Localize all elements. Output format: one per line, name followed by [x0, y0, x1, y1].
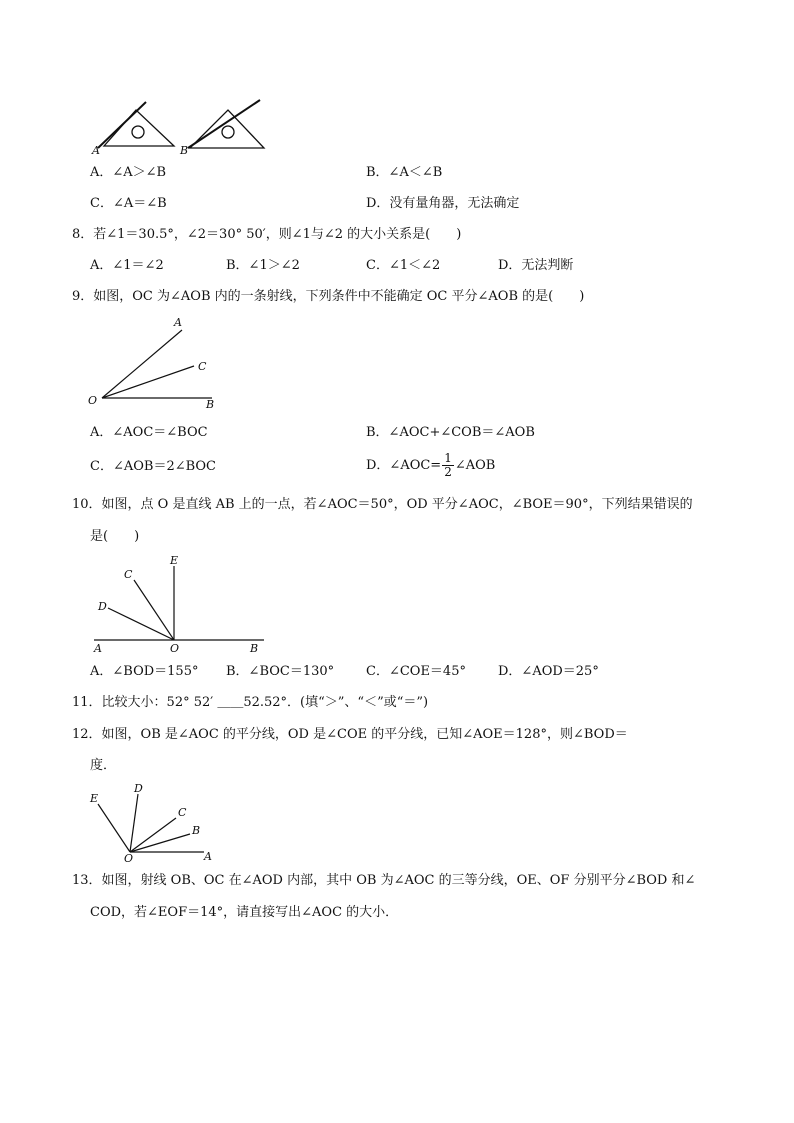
q10-option-c: C．∠COE＝45°: [366, 664, 466, 679]
q7-option-c: C．∠A＝∠B: [90, 196, 167, 211]
point-label-d: D: [98, 600, 107, 613]
point-label-b: B: [192, 824, 201, 837]
q10-option-b: B．∠BOC＝130°: [226, 664, 335, 679]
point-label-b: B: [250, 642, 259, 655]
ray-od: [108, 608, 174, 640]
q12-stem-line1: 12．如图，OB 是∠AOC 的平分线，OD 是∠COE 的平分线，已知∠AOE＝128°，则∠BOD＝: [72, 727, 628, 742]
q9-option-a: A．∠AOC＝∠BOC: [90, 425, 208, 440]
point-label-a: A: [204, 850, 212, 863]
q8-option-d: D．无法判断: [498, 258, 574, 273]
q9-option-b: B．∠AOC+∠COB＝∠AOB: [366, 425, 535, 440]
q9-stem: 9．如图，OC 为∠AOB 内的一条射线，下列条件中不能确定 OC 平分∠AOB 的是( ): [72, 289, 585, 304]
point-label-o: O: [124, 852, 134, 864]
q8-option-b: B．∠1＞∠2: [226, 258, 300, 273]
fraction-denominator: 2: [444, 465, 452, 479]
q9-option-d: [366, 450, 495, 482]
point-label-b: B: [206, 398, 215, 411]
q10-angle-figure: [88, 552, 268, 656]
set-square-label-a: A: [92, 144, 100, 157]
set-squares-figure: [88, 96, 278, 158]
point-label-a: A: [174, 316, 182, 329]
fraction-numerator: 1: [444, 451, 452, 465]
q9-option-d-suffix: ∠AOB: [454, 458, 496, 473]
fraction-one-half: [442, 452, 454, 479]
q13-stem-line1: 13．如图，射线 OB、OC 在∠AOD 内部，其中 OB 为∠AOC 的三等分线，OE、OF 分别平分∠BOD 和∠: [72, 873, 696, 888]
point-label-o: O: [88, 394, 98, 407]
q10-option-a: A．∠BOD＝155°: [90, 664, 199, 679]
ray-oe: [98, 804, 130, 852]
q9-option-d-prefix: D．∠AOC=: [366, 458, 442, 473]
q8-option-c: C．∠1＜∠2: [366, 258, 441, 273]
q12-stem-line2: 度．: [90, 758, 117, 773]
ray-od: [130, 794, 138, 852]
q7-option-d: D．没有量角器，无法确定: [366, 196, 520, 211]
point-label-c: C: [198, 360, 207, 373]
point-label-c: C: [178, 806, 187, 819]
q11-stem: 11．比较大小：52° 52′ ＿＿52.52°．(填“＞”、“＜”或“＝”): [72, 695, 429, 710]
q8-option-a: A．∠1＝∠2: [90, 258, 164, 273]
ray-oc: [130, 818, 176, 852]
ray-oa: [102, 330, 182, 398]
q10-stem-line1: 10．如图，点 O 是直线 AB 上的一点，若∠AOC＝50°，OD 平分∠AOC，∠BOE＝90°，下列结果错误的: [72, 497, 693, 512]
q13-stem-line2: COD，若∠EOF＝14°，请直接写出∠AOC 的大小．: [90, 905, 399, 920]
point-label-d: D: [134, 782, 143, 795]
point-label-c: C: [124, 568, 133, 581]
q8-stem: 8．若∠1＝30.5°，∠2＝30° 50′，则∠1与∠2 的大小关系是( ): [72, 227, 462, 242]
q7-option-a: A．∠A＞∠B: [90, 165, 167, 180]
q10-option-d: D．∠AOD＝25°: [498, 664, 599, 679]
q10-stem-line2: 是( ): [90, 529, 140, 544]
ray-ob: [130, 834, 190, 852]
q7-option-b: B．∠A＜∠B: [366, 165, 443, 180]
q12-angle-figure: [86, 780, 226, 864]
q9-angle-figure: [86, 314, 226, 414]
ray-oc: [102, 366, 194, 398]
set-square-b: [188, 100, 264, 148]
ray-oc: [134, 580, 174, 640]
point-label-a: A: [94, 642, 102, 655]
point-label-e: E: [170, 554, 179, 567]
point-label-o: O: [170, 642, 180, 655]
point-label-e: E: [90, 792, 99, 805]
set-square-label-b: B: [180, 144, 189, 157]
q9-option-c: C．∠AOB＝2∠BOC: [90, 459, 217, 474]
set-square-a: [98, 102, 174, 148]
